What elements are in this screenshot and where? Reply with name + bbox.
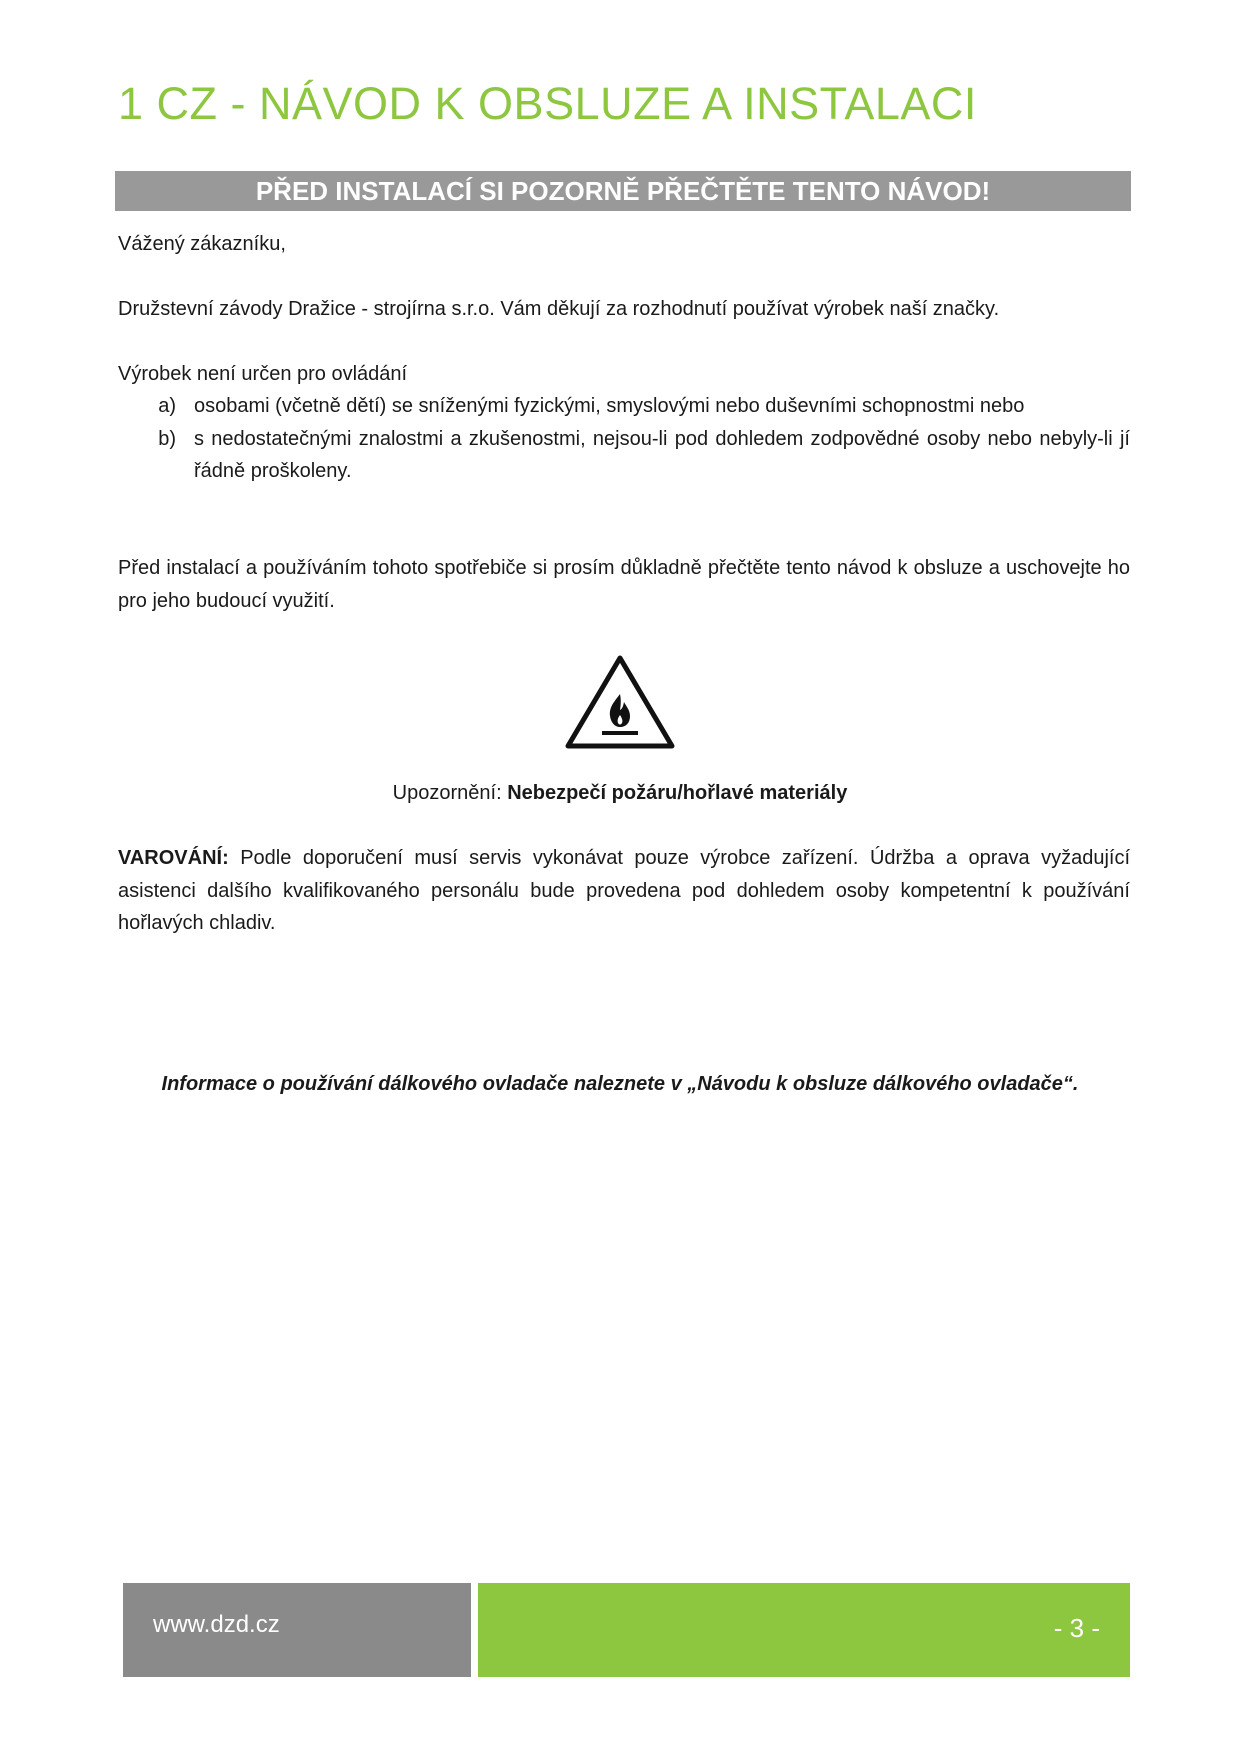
notice-banner: PŘED INSTALACÍ SI POZORNĚ PŘEČTĚTE TENTO NÁVOD! bbox=[115, 171, 1131, 211]
warning-label: VAROVÁNÍ: bbox=[118, 847, 229, 869]
fire-caution bbox=[0, 777, 1240, 809]
list-marker: a) bbox=[158, 395, 176, 417]
list-item bbox=[118, 423, 1130, 488]
list-item-text: s nedostatečnými znalostmi a zkušenostmi, nejsou-li pod dohledem zodpovědné osoby nebo nebyly-li jí řádně proškoleny. bbox=[194, 427, 1130, 482]
warning-paragraph bbox=[118, 842, 1130, 940]
list-item bbox=[118, 390, 1130, 423]
footer-url: www.dzd.cz bbox=[153, 1611, 280, 1638]
page-number: - 3 - bbox=[1053, 1613, 1100, 1643]
restriction-list bbox=[118, 390, 1130, 488]
list-marker: b) bbox=[158, 427, 176, 450]
thanks-paragraph: Družstevní závody Dražice - strojírna s.r.o. Vám děkují za rozhodnutí používat výrobek naší značky. bbox=[118, 298, 1000, 320]
caution-label: Upozornění: bbox=[392, 782, 508, 804]
flammable-warning-icon bbox=[562, 652, 678, 752]
caution-text: Nebezpečí požáru/hořlavé materiály bbox=[507, 782, 848, 804]
usage-restriction-intro: Výrobek není určen pro ovládání bbox=[118, 363, 408, 385]
before-install-paragraph: Před instalací a používáním tohoto spotřebiče si prosím důkladně přečtěte tento návod k obsluze a uschovejte ho pro jeho budoucí využití. bbox=[118, 557, 1130, 612]
list-item-text: osobami (včetně dětí) se sníženými fyzickými, smyslovými nebo duševními schopnostmi nebo bbox=[194, 395, 1025, 417]
remote-control-info: Informace o používání dálkového ovladače naleznete v „Návodu k obsluze dálkového ovladače“. bbox=[161, 1073, 1079, 1095]
warning-text: Podle doporučení musí servis vykonávat pouze výrobce zařízení. Údržba a oprava vyžadující asistenci dalšího kvalifikovaného personálu bude provedena pod dohledem osoby kompetentní k používání hořlavých chladiv. bbox=[118, 847, 1130, 934]
greeting: Vážený zákazníku, bbox=[118, 233, 286, 255]
footer-page-block bbox=[478, 1583, 1130, 1677]
page-title: 1 CZ - NÁVOD K OBSLUZE A INSTALACI bbox=[118, 78, 977, 129]
footer-url-block bbox=[123, 1583, 471, 1677]
